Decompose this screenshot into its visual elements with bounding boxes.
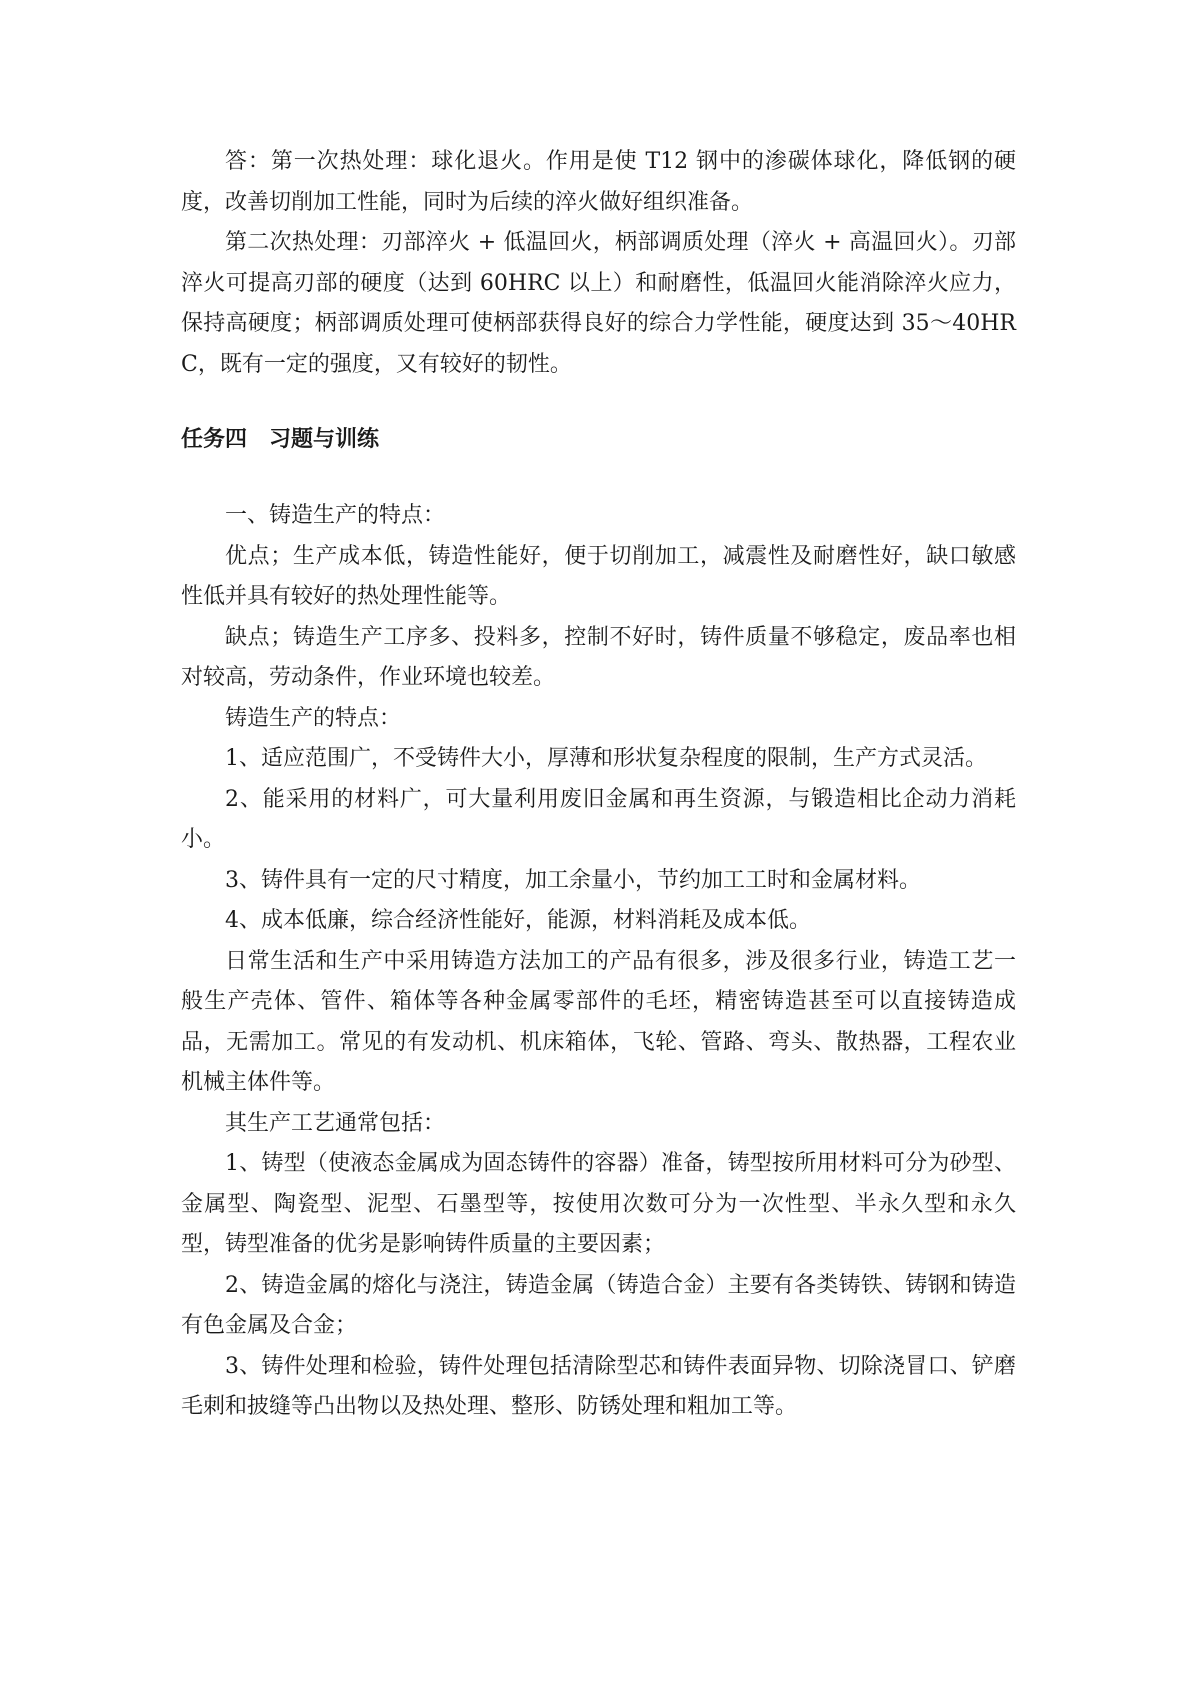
document-page	[181, 142, 1016, 1428]
section-heading-block	[181, 420, 1016, 460]
body-paragraph: 3、铸件处理和检验，铸件处理包括清除型芯和铸件表面异物、切除浇冒口、铲磨毛刺和披缝等凸出物以及热处理、整形、防锈处理和粗加工等。	[181, 1353, 1016, 1419]
body-paragraph: 优点；生产成本低，铸造性能好，便于切削加工，减震性及耐磨性好，缺口敏感性低并具有较好的热处理性能等。	[181, 543, 1016, 609]
body-paragraph: 铸造生产的特点：	[225, 705, 402, 731]
body-paragraph: 日常生活和生产中采用铸造方法加工的产品有很多，涉及很多行业，铸造工艺一般生产壳体、管件、箱体等各种金属零部件的毛坯，精密铸造甚至可以直接铸造成品，无需加工。常见的有发动机、机床箱体，飞轮、管路、弯头、散热器，工程农业机械主体件等。	[181, 948, 1016, 1095]
body-paragraph: 4、成本低廉，综合经济性能好，能源，材料消耗及成本低。	[225, 908, 811, 933]
body-paragraph: 3、铸件具有一定的尺寸精度，加工余量小，节约加工工时和金属材料。	[225, 867, 921, 893]
answer-paragraph: 第二次热处理：刃部淬火 + 低温回火，柄部调质处理（淬火 + 高温回火）。刃部淬火可提高刃部的硬度（达到 60HRC 以上）和耐磨性，低温回火能消除淬火应力，保持高硬度；柄部调质处理可使柄部获得良好的综合力学性能，硬度达到 35～40HRC，既有一定的强度，又有较好的韧性。	[181, 230, 1016, 377]
answer-section	[181, 142, 1016, 385]
body-paragraph: 1、适应范围广，不受铸件大小，厚薄和形状复杂程度的限制，生产方式灵活。	[225, 746, 987, 771]
exercise-body	[181, 496, 1016, 1428]
answer-paragraph: 答：第一次热处理：球化退火。作用是使 T12 钢中的渗碳体球化，降低钢的硬度，改善切削加工性能，同时为后续的淬火做好组织准备。	[181, 149, 1016, 215]
body-paragraph: 缺点；铸造生产工序多、投料多，控制不好时，铸件质量不够稳定，废品率也相对较高，劳动条件，作业环境也较差。	[181, 624, 1016, 690]
body-paragraph: 2、铸造金属的熔化与浇注，铸造金属（铸造合金）主要有各类铸铁、铸钢和铸造有色金属及合金；	[181, 1272, 1016, 1338]
body-paragraph: 一、铸造生产的特点：	[225, 503, 446, 528]
body-paragraph: 其生产工艺通常包括：	[225, 1110, 446, 1136]
section-title: 任务四 习题与训练	[181, 427, 380, 452]
body-paragraph: 2、能采用的材料广，可大量利用废旧金属和再生资源，与锻造相比企动力消耗小。	[181, 786, 1016, 852]
body-paragraph: 1、铸型（使液态金属成为固态铸件的容器）准备，铸型按所用材料可分为砂型、金属型、陶瓷型、泥型、石墨型等，按使用次数可分为一次性型、半永久型和永久型，铸型准备的优劣是影响铸件质量的主要因素；	[181, 1151, 1016, 1257]
